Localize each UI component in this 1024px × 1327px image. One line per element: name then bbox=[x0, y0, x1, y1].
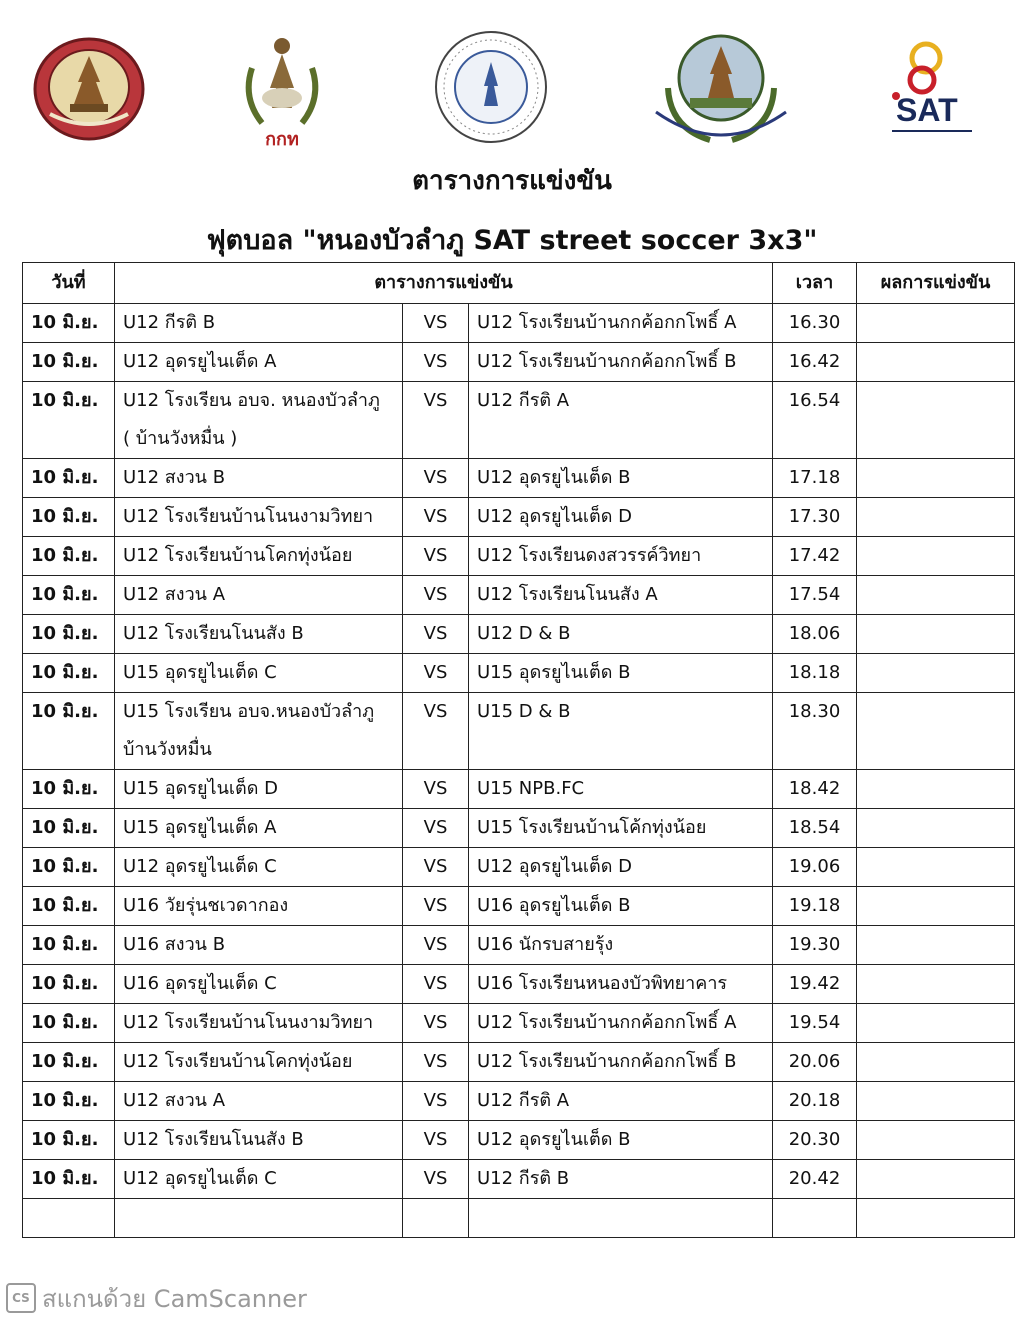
home-team-cell: U16 สงวน B bbox=[115, 926, 403, 965]
date-cell: 10 มิ.ย. bbox=[23, 1082, 115, 1121]
vs-cell: VS bbox=[403, 459, 469, 498]
home-team-cell: U12 โรงเรียนโนนสัง B bbox=[115, 1121, 403, 1160]
home-team-cell: U12 อุดรยูไนเต็ด C bbox=[115, 1160, 403, 1199]
vs-cell: VS bbox=[403, 615, 469, 654]
camscanner-watermark bbox=[6, 1282, 307, 1314]
time-cell: 19.30 bbox=[773, 926, 857, 965]
vs-cell: VS bbox=[403, 1082, 469, 1121]
date-cell: 10 มิ.ย. bbox=[23, 770, 115, 809]
home-team-cell: U12 โรงเรียนบ้านโคกทุ่งน้อย bbox=[115, 537, 403, 576]
away-team-cell: U12 โรงเรียนโนนสัง A bbox=[469, 576, 773, 615]
page-title: ตารางการแข่งขัน bbox=[412, 166, 612, 196]
time-cell: 16.42 bbox=[773, 343, 857, 382]
away-team-cell: U12 กีรติ A bbox=[469, 382, 773, 459]
table-row bbox=[23, 304, 1015, 343]
date-cell: 10 มิ.ย. bbox=[23, 848, 115, 887]
result-cell bbox=[857, 887, 1015, 926]
vs-cell: VS bbox=[403, 576, 469, 615]
time-cell: 17.54 bbox=[773, 576, 857, 615]
time-cell: 19.18 bbox=[773, 887, 857, 926]
vs-cell: VS bbox=[403, 809, 469, 848]
camscanner-text: สแกนด้วย CamScanner bbox=[42, 1284, 307, 1313]
away-team-cell: U12 กีรติ A bbox=[469, 1082, 773, 1121]
vs-cell: VS bbox=[403, 537, 469, 576]
provincial-admin-seal-icon bbox=[30, 34, 148, 144]
away-team-cell: U12 โรงเรียนดงสวรรค์วิทยา bbox=[469, 537, 773, 576]
page-subtitle: ฟุตบอล "หนองบัวลำภู SAT street soccer 3x3" bbox=[206, 225, 818, 256]
away-team-cell: U12 กีรติ B bbox=[469, 1160, 773, 1199]
vs-cell: VS bbox=[403, 1043, 469, 1082]
home-team-line2: ( บ้านวังหมื่น ) bbox=[123, 428, 238, 449]
table-row bbox=[23, 693, 1015, 770]
time-cell: 20.42 bbox=[773, 1160, 857, 1199]
kkt-emblem-label: กกท bbox=[265, 129, 299, 150]
table-row bbox=[23, 1004, 1015, 1043]
table-row bbox=[23, 459, 1015, 498]
home-team-cell: U12 อุดรยูไนเต็ด C bbox=[115, 848, 403, 887]
away-team-cell: U12 โรงเรียนบ้านกกค้อกกโพธิ์ A bbox=[469, 304, 773, 343]
kkt-circle-seal-icon bbox=[432, 28, 550, 146]
table-row bbox=[23, 615, 1015, 654]
vs-cell: VS bbox=[403, 848, 469, 887]
vs-cell: VS bbox=[403, 1160, 469, 1199]
home-team-cell: U16 วัยรุ่นชเวดากอง bbox=[115, 887, 403, 926]
table-row bbox=[23, 1160, 1015, 1199]
table-row bbox=[23, 887, 1015, 926]
away-team-cell: U12 โรงเรียนบ้านกกค้อกกโพธิ์ A bbox=[469, 1004, 773, 1043]
vs-cell: VS bbox=[403, 770, 469, 809]
date-cell: 10 มิ.ย. bbox=[23, 459, 115, 498]
date-cell: 10 มิ.ย. bbox=[23, 1004, 115, 1043]
time-cell: 17.42 bbox=[773, 537, 857, 576]
away-team-cell: U12 อุดรยูไนเต็ด D bbox=[469, 848, 773, 887]
home-team-cell: U12 โรงเรียนโนนสัง B bbox=[115, 615, 403, 654]
time-cell: 20.30 bbox=[773, 1121, 857, 1160]
table-header-row bbox=[23, 263, 1015, 304]
vs-cell: VS bbox=[403, 382, 469, 459]
vs-cell: VS bbox=[403, 498, 469, 537]
result-cell bbox=[857, 537, 1015, 576]
table-row bbox=[23, 848, 1015, 887]
table-row bbox=[23, 498, 1015, 537]
table-row bbox=[23, 382, 1015, 459]
time-cell: 20.18 bbox=[773, 1082, 857, 1121]
header-schedule: ตารางการแข่งขัน bbox=[115, 263, 773, 304]
date-cell: 10 มิ.ย. bbox=[23, 887, 115, 926]
result-cell bbox=[857, 770, 1015, 809]
home-team-cell: U16 อุดรยูไนเต็ด C bbox=[115, 965, 403, 1004]
home-team-cell: U12 โรงเรียนบ้านโนนงามวิทยา bbox=[115, 498, 403, 537]
date-cell: 10 มิ.ย. bbox=[23, 615, 115, 654]
time-cell: 17.30 bbox=[773, 498, 857, 537]
kkt-emblem-icon bbox=[232, 28, 332, 148]
result-cell bbox=[857, 965, 1015, 1004]
time-cell: 18.06 bbox=[773, 615, 857, 654]
result-cell bbox=[857, 1043, 1015, 1082]
date-cell: 10 มิ.ย. bbox=[23, 576, 115, 615]
home-team-cell: U12 สงวน A bbox=[115, 576, 403, 615]
result-cell bbox=[857, 459, 1015, 498]
result-cell bbox=[857, 304, 1015, 343]
home-team-cell: U15 อุดรยูไนเต็ด A bbox=[115, 809, 403, 848]
vs-cell bbox=[403, 1199, 469, 1238]
time-cell: 19.54 bbox=[773, 1004, 857, 1043]
away-team-cell: U15 D & B bbox=[469, 693, 773, 770]
vs-cell: VS bbox=[403, 693, 469, 770]
vs-cell: VS bbox=[403, 887, 469, 926]
vs-cell: VS bbox=[403, 1121, 469, 1160]
table-row bbox=[23, 926, 1015, 965]
table-row bbox=[23, 1043, 1015, 1082]
vs-cell: VS bbox=[403, 343, 469, 382]
time-cell bbox=[773, 1199, 857, 1238]
result-cell bbox=[857, 1082, 1015, 1121]
away-team-cell bbox=[469, 1199, 773, 1238]
vs-cell: VS bbox=[403, 304, 469, 343]
time-cell: 18.30 bbox=[773, 693, 857, 770]
away-team-cell: U12 อุดรยูไนเต็ด D bbox=[469, 498, 773, 537]
table-row bbox=[23, 1121, 1015, 1160]
vs-cell: VS bbox=[403, 926, 469, 965]
header-date: วันที่ bbox=[23, 263, 115, 304]
result-cell bbox=[857, 1199, 1015, 1238]
schedule-table bbox=[22, 262, 1015, 1238]
date-cell: 10 มิ.ย. bbox=[23, 343, 115, 382]
date-cell: 10 มิ.ย. bbox=[23, 1043, 115, 1082]
table-row bbox=[23, 770, 1015, 809]
result-cell bbox=[857, 343, 1015, 382]
date-cell: 10 มิ.ย. bbox=[23, 654, 115, 693]
date-cell: 10 มิ.ย. bbox=[23, 809, 115, 848]
date-cell: 10 มิ.ย. bbox=[23, 965, 115, 1004]
result-cell bbox=[857, 1004, 1015, 1043]
result-cell bbox=[857, 498, 1015, 537]
home-team-cell: U12 สงวน B bbox=[115, 459, 403, 498]
away-team-cell: U12 โรงเรียนบ้านกกค้อกกโพธิ์ B bbox=[469, 343, 773, 382]
vs-cell: VS bbox=[403, 654, 469, 693]
table-row bbox=[23, 1199, 1015, 1238]
date-cell bbox=[23, 1199, 115, 1238]
away-team-cell: U16 โรงเรียนหนองบัวพิทยาคาร bbox=[469, 965, 773, 1004]
result-cell bbox=[857, 693, 1015, 770]
vs-cell: VS bbox=[403, 1004, 469, 1043]
result-cell bbox=[857, 654, 1015, 693]
home-team-cell: U12 สงวน A bbox=[115, 1082, 403, 1121]
date-cell: 10 มิ.ย. bbox=[23, 382, 115, 459]
vs-cell: VS bbox=[403, 965, 469, 1004]
table-row bbox=[23, 1082, 1015, 1121]
date-cell: 10 มิ.ย. bbox=[23, 1121, 115, 1160]
table-row bbox=[23, 576, 1015, 615]
date-cell: 10 มิ.ย. bbox=[23, 1160, 115, 1199]
header-result: ผลการแข่งขัน bbox=[857, 263, 1015, 304]
camscanner-badge-icon: CS bbox=[6, 1283, 36, 1313]
away-team-cell: U15 อุดรยูไนเต็ด B bbox=[469, 654, 773, 693]
result-cell bbox=[857, 1160, 1015, 1199]
home-team-cell: U12 โรงเรียนบ้านโนนงามวิทยา bbox=[115, 1004, 403, 1043]
time-cell: 17.18 bbox=[773, 459, 857, 498]
home-team-cell: U15 อุดรยูไนเต็ด D bbox=[115, 770, 403, 809]
sat-logo-label: SAT bbox=[896, 92, 958, 128]
table-row bbox=[23, 537, 1015, 576]
header-time: เวลา bbox=[773, 263, 857, 304]
result-cell bbox=[857, 615, 1015, 654]
provincial-sports-council-seal-icon bbox=[650, 28, 792, 146]
logo-strip bbox=[0, 28, 1024, 158]
date-cell: 10 มิ.ย. bbox=[23, 304, 115, 343]
home-team-cell bbox=[115, 693, 403, 770]
time-cell: 18.42 bbox=[773, 770, 857, 809]
away-team-cell: U12 โรงเรียนบ้านกกค้อกกโพธิ์ B bbox=[469, 1043, 773, 1082]
away-team-cell: U16 อุดรยูไนเต็ด B bbox=[469, 887, 773, 926]
table-row bbox=[23, 343, 1015, 382]
result-cell bbox=[857, 809, 1015, 848]
home-team-cell bbox=[115, 382, 403, 459]
date-cell: 10 มิ.ย. bbox=[23, 693, 115, 770]
home-team-cell: U12 กีรติ B bbox=[115, 304, 403, 343]
result-cell bbox=[857, 1121, 1015, 1160]
result-cell bbox=[857, 382, 1015, 459]
result-cell bbox=[857, 576, 1015, 615]
home-team-line1: U15 โรงเรียน อบจ.หนองบัวลำภู bbox=[123, 701, 375, 722]
time-cell: 19.42 bbox=[773, 965, 857, 1004]
home-team-cell: U12 อุดรยูไนเต็ด A bbox=[115, 343, 403, 382]
date-cell: 10 มิ.ย. bbox=[23, 537, 115, 576]
time-cell: 19.06 bbox=[773, 848, 857, 887]
time-cell: 16.54 bbox=[773, 382, 857, 459]
table-row bbox=[23, 809, 1015, 848]
away-team-cell: U15 NPB.FC bbox=[469, 770, 773, 809]
home-team-cell: U12 โรงเรียนบ้านโคกทุ่งน้อย bbox=[115, 1043, 403, 1082]
result-cell bbox=[857, 926, 1015, 965]
home-team-cell: U15 อุดรยูไนเต็ด C bbox=[115, 654, 403, 693]
table-row bbox=[23, 654, 1015, 693]
time-cell: 18.18 bbox=[773, 654, 857, 693]
home-team-line2: บ้านวังหมื่น bbox=[123, 739, 212, 760]
date-cell: 10 มิ.ย. bbox=[23, 926, 115, 965]
result-cell bbox=[857, 848, 1015, 887]
time-cell: 18.54 bbox=[773, 809, 857, 848]
away-team-cell: U16 นักรบสายรุ้ง bbox=[469, 926, 773, 965]
away-team-cell: U12 อุดรยูไนเต็ด B bbox=[469, 459, 773, 498]
date-cell: 10 มิ.ย. bbox=[23, 498, 115, 537]
away-team-cell: U12 D & B bbox=[469, 615, 773, 654]
time-cell: 16.30 bbox=[773, 304, 857, 343]
home-team-cell bbox=[115, 1199, 403, 1238]
home-team-line1: U12 โรงเรียน อบจ. หนองบัวลำภู bbox=[123, 390, 380, 411]
table-row bbox=[23, 965, 1015, 1004]
sat-logo-icon bbox=[886, 36, 980, 142]
time-cell: 20.06 bbox=[773, 1043, 857, 1082]
away-team-cell: U12 อุดรยูไนเต็ด B bbox=[469, 1121, 773, 1160]
away-team-cell: U15 โรงเรียนบ้านโค้กทุ่งน้อย bbox=[469, 809, 773, 848]
